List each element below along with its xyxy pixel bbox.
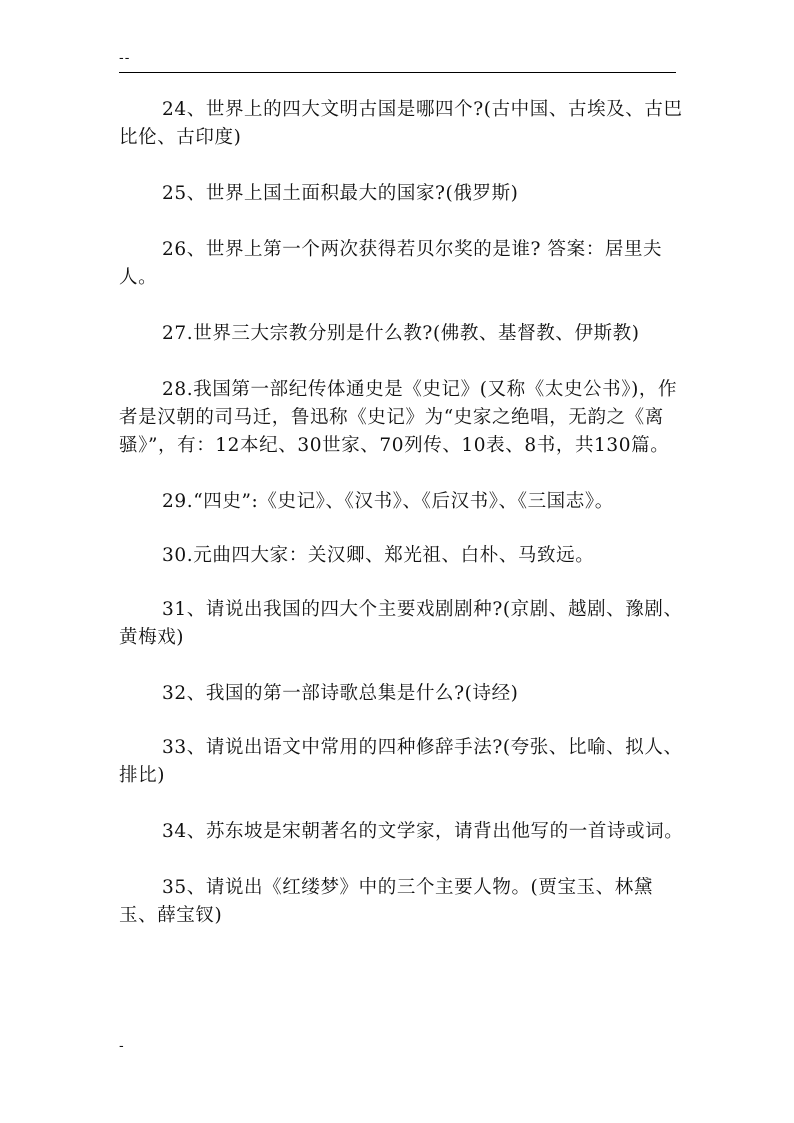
footer-mark: - — [119, 1039, 124, 1054]
paragraph-34: 34、苏东坡是宋朝著名的文学家，请背出他写的一首诗或词。 — [162, 821, 684, 842]
paragraph-32: 32、我国的第一部诗歌总集是什么?(诗经) — [162, 683, 519, 704]
paragraph-29: 29.“四史”:《史记》、《汉书》、《后汉书》、《三国志》。 — [162, 491, 614, 512]
paragraph-26: 26、世界上第一个两次获得若贝尔奖的是谁? 答案：居里夫人。 — [119, 239, 663, 288]
paragraph-25: 25、世界上国土面积最大的国家?(俄罗斯) — [162, 183, 519, 204]
document-body — [119, 96, 691, 958]
paragraph-30: 30.元曲四大家：关汉卿、郑光祖、白朴、马致远。 — [162, 545, 595, 566]
paragraph-31: 31、请说出我国的四大个主要戏剧剧种?(京剧、越剧、豫剧、黄梅戏) — [119, 599, 683, 648]
paragraph-35: 35、请说出《红缕梦》中的三个主要人物。(贾宝玉、林黛玉、薛宝钗) — [119, 877, 653, 926]
paragraph-24: 24、世界上的四大文明古国是哪四个?(古中国、古埃及、古巴比伦、古印度) — [119, 99, 683, 148]
paragraph-28: 28.我国第一部纪传体通史是《史记》(又称《太史公书》)，作者是汉朝的司马迁，鲁迅称《史记》为“史家之绝唱，无韵之《离骚》”，有：12本纪、30世家、70列传、10表、8书，共130篇。 — [119, 379, 678, 456]
paragraph-33: 33、请说出语文中常用的四种修辞手法?(夸张、比喻、拟人、排比) — [119, 737, 683, 786]
header-mark: -- — [119, 51, 131, 66]
header-divider — [119, 72, 676, 73]
paragraph-27: 27.世界三大宗教分别是什么教?(佛教、基督教、伊斯教) — [162, 323, 640, 344]
